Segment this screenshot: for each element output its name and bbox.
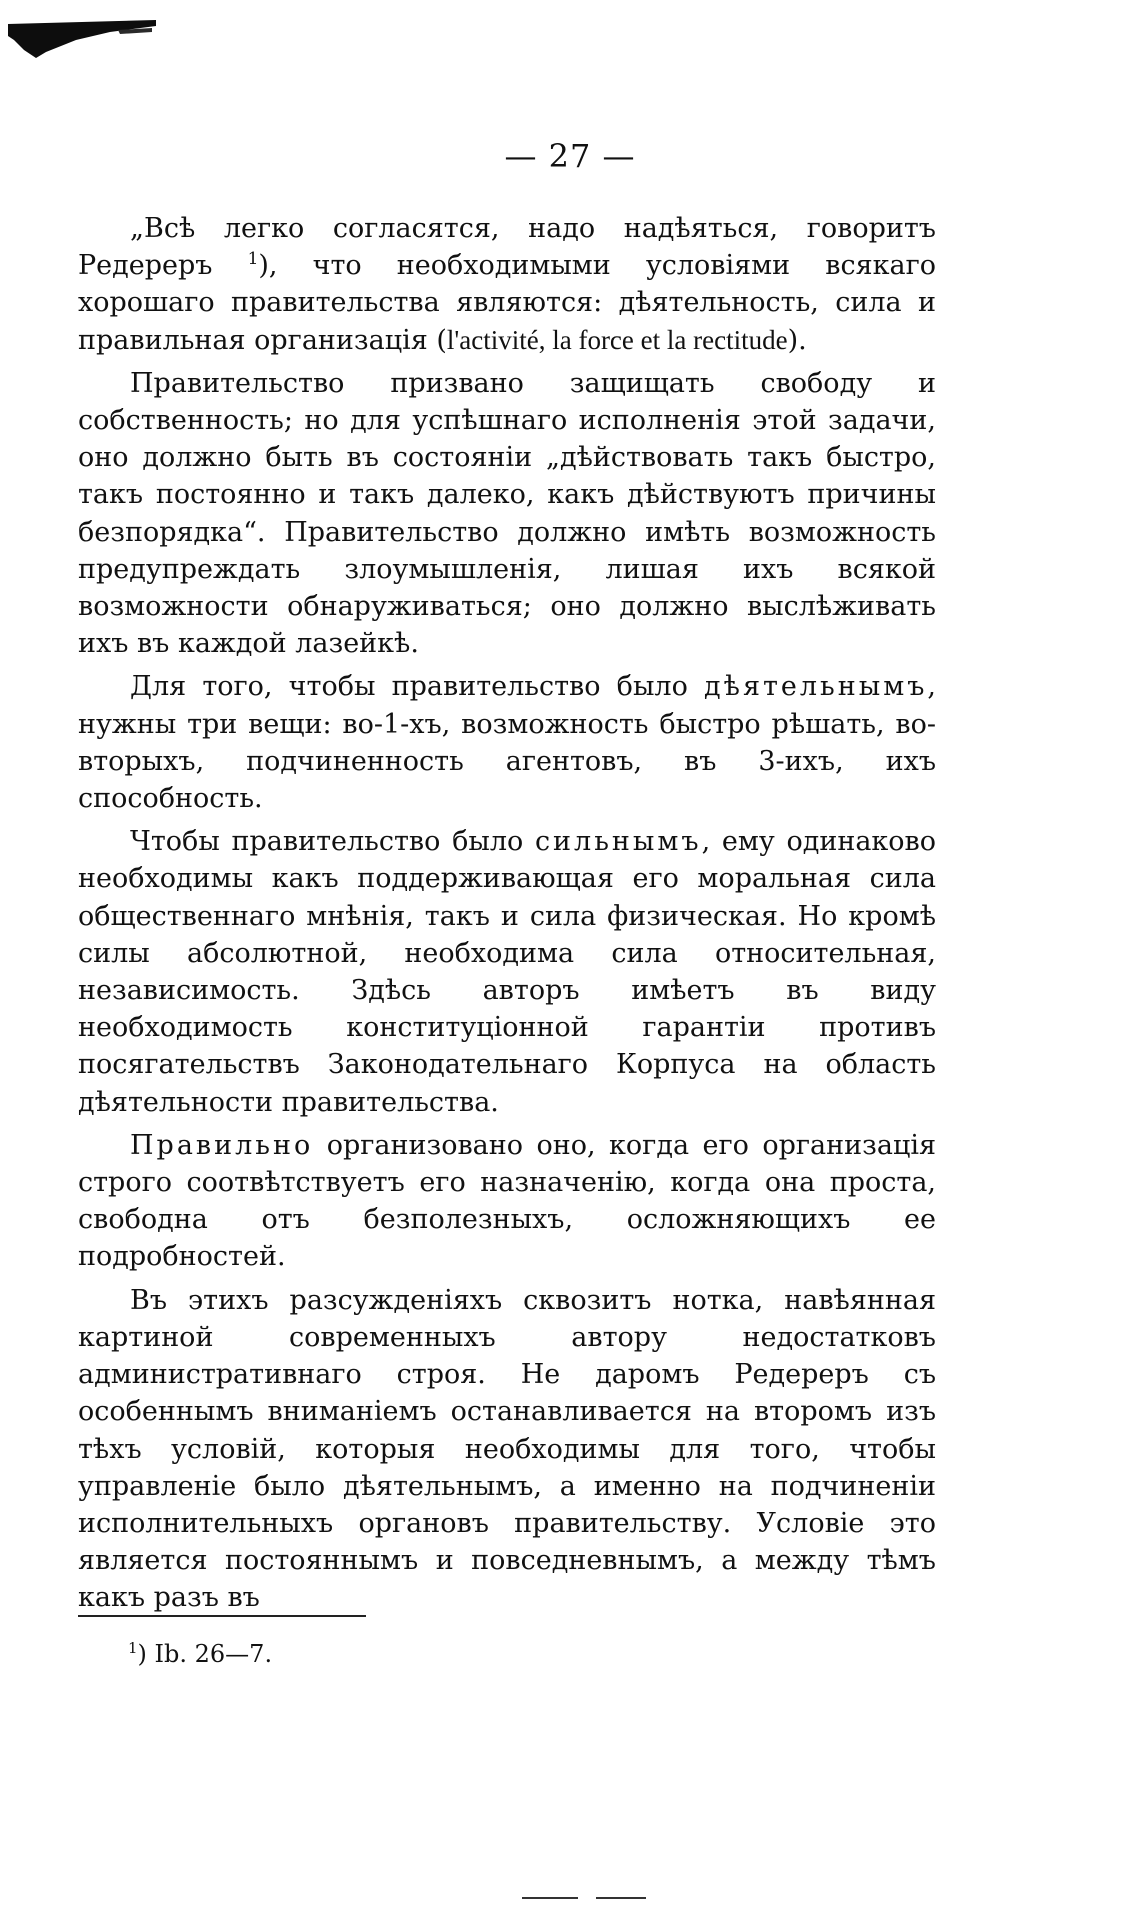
paragraph-text: ), что необходимыми условіями всякаго хорошаго правительства являются: дѣятельность, сила и правильная организація ( (78, 250, 936, 356)
emphasized-word: дѣятельнымъ (704, 671, 928, 703)
paragraph-4 (78, 823, 936, 1121)
bottom-scan-marks (522, 1897, 662, 1901)
paragraph-text: ). (787, 324, 807, 356)
french-quote: l'activité, la force et la rectitude (446, 324, 788, 355)
body-text (78, 210, 936, 1617)
paragraph-6 (78, 1282, 936, 1617)
paragraph-text: , нужны три вещи: во-1-хъ, возможность быстро рѣшать, во-вторыхъ, подчиненность агентовъ, въ 3-ихъ, ихъ способность. (78, 671, 936, 815)
scan-artifact-mark (6, 18, 156, 58)
paragraph-text: , ему одинаково необходимы какъ поддерживающая его моральная сила общественнаго мнѣнія, такъ и сила физическая. Но кромѣ силы абсолютной, необходима сила относительная, независимость. Здѣсь авторъ имѣетъ въ виду необходимость конституціонной гарантіи противъ посягательствъ Законодательнаго Корпуса на область дѣятельности правительства. (78, 826, 936, 1118)
footnote-text: ) Ib. 26—7. (137, 1640, 273, 1668)
paragraph-text: „Всѣ легко согласятся, надо надѣяться, говоритъ Редереръ (78, 213, 936, 282)
bottom-dash-right (596, 1897, 646, 1899)
footnote-reference: 1 (247, 249, 259, 270)
paragraph-text: Правительство призвано защищать свободу и собственность; но для успѣшнаго исполненія этой задачи, оно должно быть въ состояніи „дѣйствовать такъ быстро, такъ постоянно и такъ далеко, какъ дѣйствуютъ причины безпорядка“. Правительство должно имѣть возможность предупреждать злоумышленія, лишая ихъ всякой возможности обнаруживаться; оно должно выслѣживать ихъ въ каждой лазейкѣ. (78, 367, 936, 660)
page-number: — 27 — (504, 137, 636, 175)
emphasized-word: сильнымъ (534, 826, 702, 858)
paragraph-text: Въ этихъ разсужденіяхъ сквозитъ нотка, навѣянная картиной современныхъ автору недостатковъ административнаго строя. Не даромъ Редереръ съ особеннымъ вниманіемъ останавливается на второмъ изъ тѣхъ условій, которыя необходимы для того, чтобы управленіе было дѣятельнымъ, а именно на подчиненіи исполнительныхъ органовъ правительству. Условіе это является постояннымъ и повседневнымъ, а между тѣмъ какъ разъ въ (78, 1284, 936, 1614)
paragraph-1 (78, 210, 936, 359)
paragraph-3 (78, 668, 936, 817)
emphasized-word: Правильно (130, 1129, 314, 1161)
bottom-dash-left (522, 1897, 578, 1899)
footnote-marker: 1 (128, 1639, 138, 1657)
footnote (128, 1638, 728, 1670)
paragraph-5 (78, 1127, 936, 1276)
footnote-divider (78, 1615, 366, 1617)
paragraph-2 (78, 365, 936, 663)
paragraph-text: организовано оно, когда его организація строго соотвѣтствуетъ его назначенію, когда она проста, свободна отъ безполезныхъ, осложняющихъ ее подробностей. (78, 1129, 936, 1273)
paragraph-text: Чтобы правительство было (130, 826, 535, 858)
paragraph-text: Для того, чтобы правительство было (130, 671, 705, 703)
